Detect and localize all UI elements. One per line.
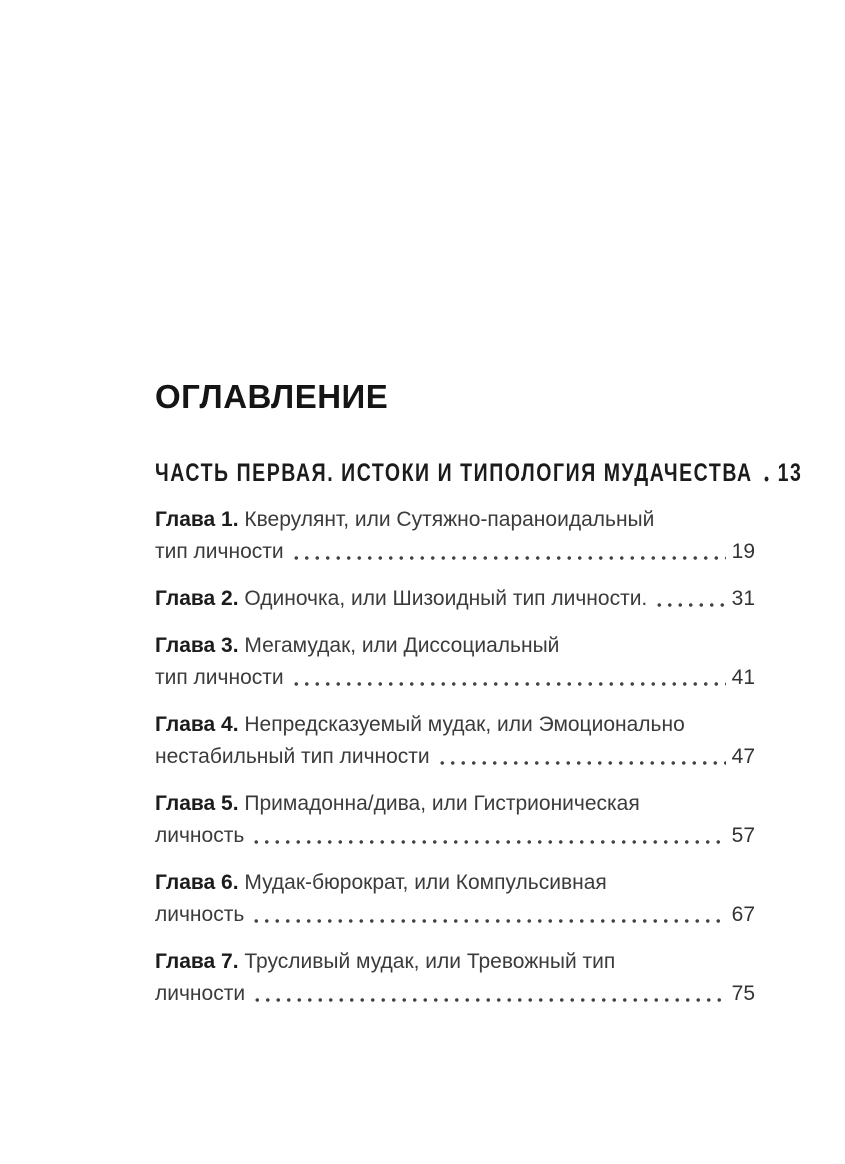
toc-entry xyxy=(155,788,755,852)
toc-entry xyxy=(155,946,755,1010)
chapter-title-text: Непредсказуемый мудак, или Эмоционально xyxy=(238,713,685,736)
chapter-title-line2 xyxy=(155,899,755,931)
chapter-label: Глава 1. xyxy=(155,508,239,531)
chapter-label: Глава 3. xyxy=(155,634,239,657)
chapter-title-continuation: личность xyxy=(155,903,245,926)
chapter-title-line2 xyxy=(155,741,755,773)
page-number: 67 xyxy=(731,903,755,926)
chapter-title-line2 xyxy=(155,583,755,615)
toc-title: ОГЛАВЛЕНИЕ xyxy=(155,378,389,415)
chapter-title-line2 xyxy=(155,820,755,852)
dot-leader xyxy=(291,662,726,694)
page-number: 41 xyxy=(731,666,755,689)
chapter-title-text: Кверулянт, или Сутяжно-параноидальный xyxy=(238,508,655,531)
dot-leader xyxy=(252,978,726,1010)
dot-leader xyxy=(251,899,725,931)
chapter-title-line2 xyxy=(155,662,755,694)
page-number: 19 xyxy=(731,540,755,563)
chapter-title-line2 xyxy=(155,536,755,568)
chapter-title-line1 xyxy=(155,504,755,536)
chapter-title-line1 xyxy=(155,946,755,978)
part-heading-row xyxy=(155,458,803,488)
chapter-title-text: Трусливый мудак, или Тревожный тип xyxy=(238,950,616,973)
part-heading xyxy=(155,458,803,488)
chapter-label: Глава 2. xyxy=(155,587,239,610)
chapter-title-continuation: личность xyxy=(155,824,245,847)
page-number: 31 xyxy=(731,587,755,610)
page-number: 47 xyxy=(731,745,755,768)
dot-leader xyxy=(291,536,726,568)
part-page-number: 13 xyxy=(777,459,803,487)
toc-content xyxy=(155,378,803,1025)
chapter-title-line2 xyxy=(155,978,755,1010)
chapter-title-text: Мегамудак, или Диссоциальный xyxy=(238,634,560,657)
toc-entry xyxy=(155,709,755,773)
page-number: 57 xyxy=(731,824,755,847)
toc-entry xyxy=(155,867,755,931)
dot-leader xyxy=(437,741,726,773)
dot-leader xyxy=(251,820,725,852)
chapter-title-continuation: тип личности xyxy=(155,666,284,689)
chapter-label: Глава 7. xyxy=(155,950,239,973)
chapter-title-line1 xyxy=(155,630,755,662)
chapter-label: Глава 6. xyxy=(155,871,239,894)
part-heading-label: ЧАСТЬ ПЕРВАЯ. ИСТОКИ И ТИПОЛОГИЯ МУДАЧЕСТВА xyxy=(155,459,753,487)
chapter-label: Глава 4. xyxy=(155,713,239,736)
toc-entry xyxy=(155,504,755,568)
chapter-title-continuation: Глава 2. Одиночка, или Шизоидный тип личности. xyxy=(155,587,648,610)
chapter-title-text: Мудак-бюрократ, или Компульсивная xyxy=(238,871,607,894)
dot-leader xyxy=(654,583,725,615)
page-number: 75 xyxy=(731,982,755,1005)
toc-entry xyxy=(155,583,755,615)
chapter-title-line1 xyxy=(155,867,755,899)
toc-entry xyxy=(155,630,755,694)
dot-leader xyxy=(760,458,771,488)
chapter-title-line1 xyxy=(155,709,755,741)
chapter-title-continuation: тип личности xyxy=(155,540,284,563)
chapter-title-line1 xyxy=(155,788,755,820)
chapter-title-continuation: личности xyxy=(155,982,246,1005)
chapter-title-text: Примадонна/дива, или Гистрионическая xyxy=(238,792,640,815)
toc-entries xyxy=(155,504,755,1010)
chapter-label: Глава 5. xyxy=(155,792,239,815)
chapter-title-continuation: нестабильный тип личности xyxy=(155,745,430,768)
